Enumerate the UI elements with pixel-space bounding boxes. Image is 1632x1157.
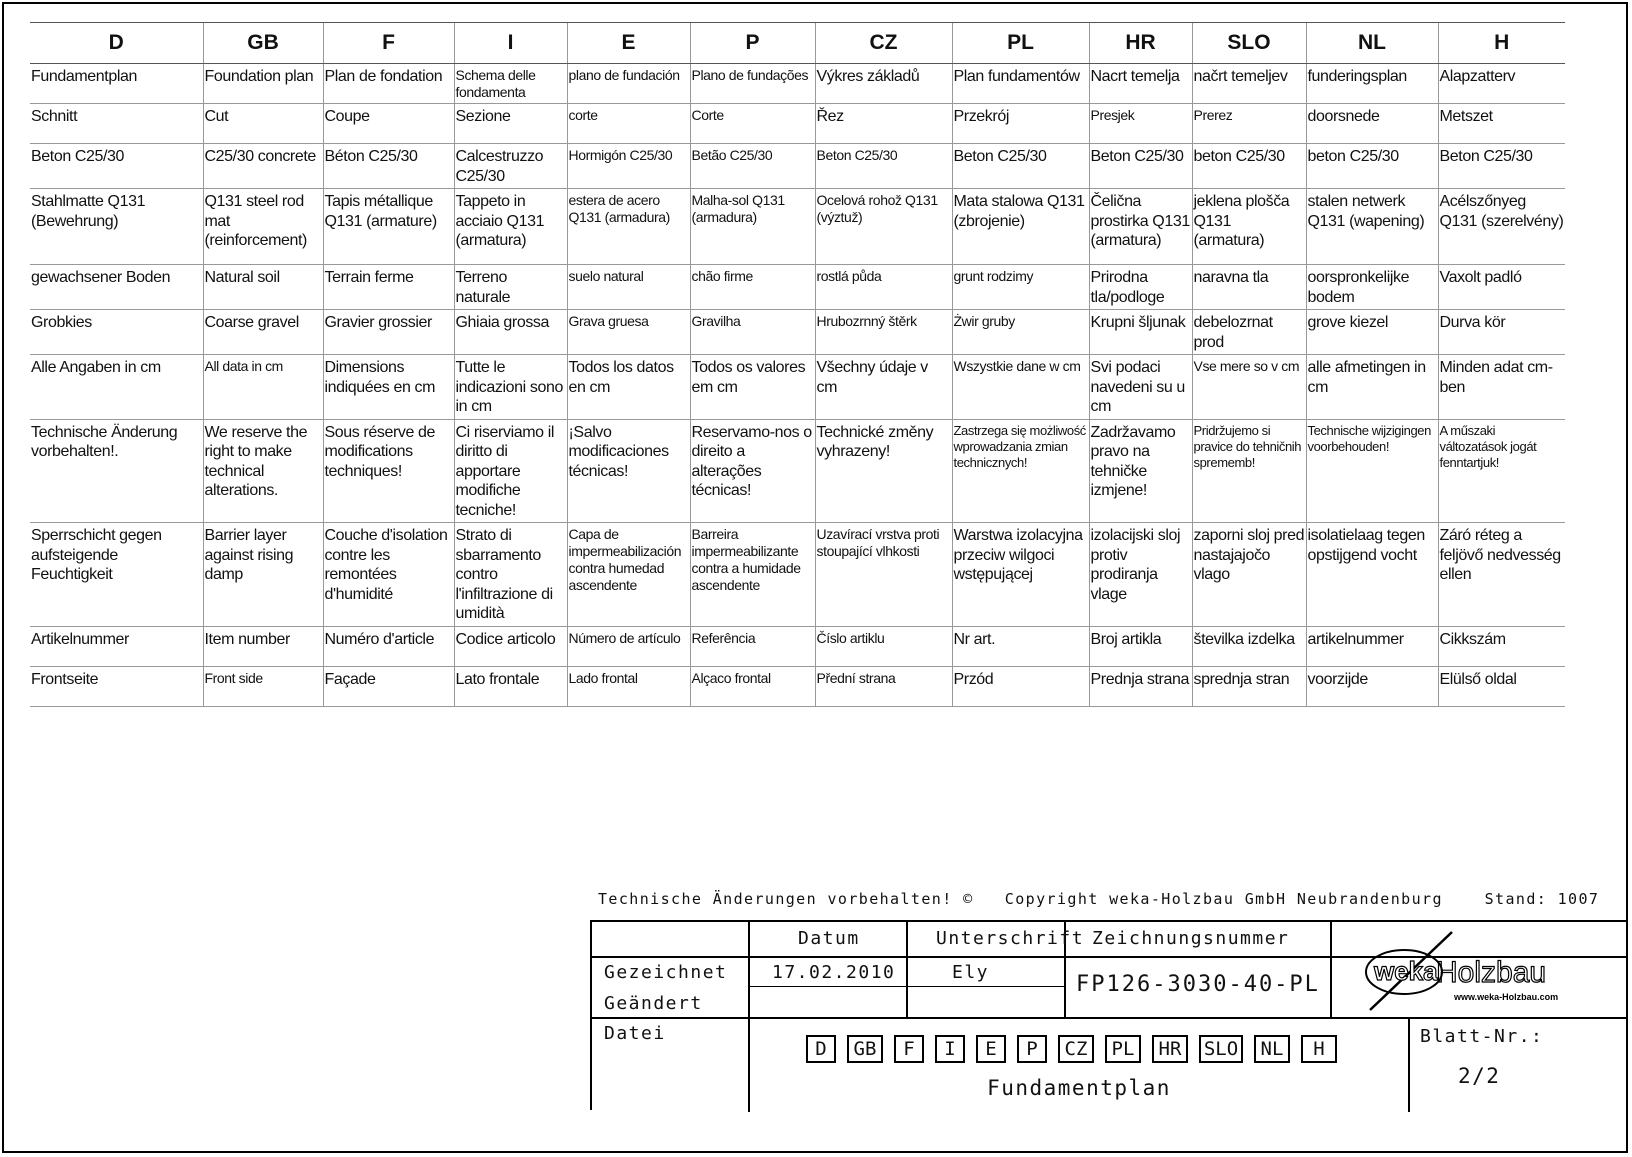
- table-row: [30, 144, 1565, 189]
- svg-text:weka: weka: [1374, 956, 1438, 986]
- table-cell: Plan de fondation: [323, 64, 454, 104]
- table-cell: Sperrschicht gegen aufsteigende Feuchtigkeit: [30, 523, 203, 627]
- table-cell: Prednja strana: [1089, 666, 1192, 706]
- table-cell: izolacijski sloj protiv prodiranja vlage: [1089, 523, 1192, 627]
- table-cell: Presjek: [1089, 104, 1192, 144]
- table-cell: Technische Änderung vorbehalten!.: [30, 419, 203, 523]
- table-cell: All data in cm: [203, 355, 323, 420]
- table-cell: Beton C25/30: [952, 144, 1089, 189]
- table-cell: Minden adat cm-ben: [1438, 355, 1565, 420]
- table-cell: Frontseite: [30, 666, 203, 706]
- table-cell: Façade: [323, 666, 454, 706]
- table-row: [30, 64, 1565, 104]
- language-box: NL: [1254, 1035, 1290, 1063]
- table-cell: Všechny údaje v cm: [815, 355, 952, 420]
- table-cell: Żwir gruby: [952, 310, 1089, 355]
- table-cell: Todos los datos en cm: [567, 355, 690, 420]
- table-cell: Svi podaci navedeni su u cm: [1089, 355, 1192, 420]
- column-header: CZ: [815, 23, 952, 64]
- table-cell: Schema delle fondamenta: [454, 64, 567, 104]
- table-cell: Couche d'isolation contre les remontées d'humidité: [323, 523, 454, 627]
- column-header: I: [454, 23, 567, 64]
- table-cell: Terreno naturale: [454, 265, 567, 310]
- column-header: NL: [1306, 23, 1438, 64]
- table-cell: Nacrt temelja: [1089, 64, 1192, 104]
- table-cell: Alle Angaben in cm: [30, 355, 203, 420]
- table-cell: Foundation plan: [203, 64, 323, 104]
- table-cell: Vaxolt padló: [1438, 265, 1565, 310]
- table-cell: isolatielaag tegen opstijgend vocht: [1306, 523, 1438, 627]
- table-cell: Wszystkie dane w cm: [952, 355, 1089, 420]
- table-cell: funderingsplan: [1306, 64, 1438, 104]
- table-row: [30, 626, 1565, 666]
- table-cell: Ci riserviamo il diritto di apportare modifiche tecniche!: [454, 419, 567, 523]
- language-box: F: [894, 1035, 924, 1063]
- table-cell: rostlá půda: [815, 265, 952, 310]
- column-header: P: [690, 23, 815, 64]
- column-header: F: [323, 23, 454, 64]
- table-cell: Beton C25/30: [30, 144, 203, 189]
- table-cell: Schnitt: [30, 104, 203, 144]
- table-cell: ¡Salvo modificaciones técnicas!: [567, 419, 690, 523]
- table-cell: Przód: [952, 666, 1089, 706]
- table-cell: Betão C25/30: [690, 144, 815, 189]
- table-cell: Grobkies: [30, 310, 203, 355]
- row-gezeichnet: Gezeichnet: [604, 962, 728, 983]
- table-row: [30, 265, 1565, 310]
- table-row: [30, 189, 1565, 265]
- table-cell: Terrain ferme: [323, 265, 454, 310]
- table-cell: Tappeto in acciaio Q131 (armatura): [454, 189, 567, 265]
- table-cell: Alapzatterv: [1438, 64, 1565, 104]
- table-cell: alle afmetingen in cm: [1306, 355, 1438, 420]
- table-cell: Artikelnummer: [30, 626, 203, 666]
- table-cell: Capa de impermeabilización contra humedad ascendente: [567, 523, 690, 627]
- column-header: GB: [203, 23, 323, 64]
- language-box: I: [935, 1035, 965, 1063]
- drawing-number: FP126-3030-40-PL: [1076, 972, 1320, 997]
- table-cell: Q131 steel rod mat (reinforcement): [203, 189, 323, 265]
- table-cell: Číslo artiklu: [815, 626, 952, 666]
- language-box: E: [976, 1035, 1006, 1063]
- table-cell: Gravilha: [690, 310, 815, 355]
- document-title: Fundamentplan: [987, 1076, 1171, 1100]
- col-unterschrift: Unterschrift: [936, 928, 1085, 949]
- weka-holzbau-logo: [1362, 928, 1559, 1014]
- table-cell: Řez: [815, 104, 952, 144]
- svg-text:www.weka-Holzbau.com: www.weka-Holzbau.com: [1454, 992, 1559, 1002]
- table-row: [30, 355, 1565, 420]
- table-cell: Zadržavamo pravo na tehničke izmjene!: [1089, 419, 1192, 523]
- table-cell: Malha-sol Q131 (armadura): [690, 189, 815, 265]
- table-cell: estera de acero Q131 (armadura): [567, 189, 690, 265]
- row-datei: Datei: [604, 1023, 666, 1044]
- table-cell: Mata stalowa Q131 (zbrojenie): [952, 189, 1089, 265]
- table-cell: suelo natural: [567, 265, 690, 310]
- table-cell: Front side: [203, 666, 323, 706]
- column-header: SLO: [1192, 23, 1306, 64]
- table-cell: načrt temeljev: [1192, 64, 1306, 104]
- table-cell: Technické změny vyhrazeny!: [815, 419, 952, 523]
- table-cell: Coarse gravel: [203, 310, 323, 355]
- table-cell: Metszet: [1438, 104, 1565, 144]
- table-cell: corte: [567, 104, 690, 144]
- column-header: HR: [1089, 23, 1192, 64]
- table-row: [30, 523, 1565, 627]
- table-cell: Tapis métallique Q131 (armature): [323, 189, 454, 265]
- table-cell: oorspronkelijke bodem: [1306, 265, 1438, 310]
- col-zeichnungsnummer: Zeichnungsnummer: [1092, 928, 1290, 949]
- table-cell: Natural soil: [203, 265, 323, 310]
- table-cell: Tutte le indicazioni sono in cm: [454, 355, 567, 420]
- table-cell: beton C25/30: [1306, 144, 1438, 189]
- table-cell: Przekrój: [952, 104, 1089, 144]
- table-cell: Reservamo-nos o direito a alterações técnicas!: [690, 419, 815, 523]
- table-cell: Strato di sbarramento contro l'infiltrazione di umidità: [454, 523, 567, 627]
- table-cell: Plan fundamentów: [952, 64, 1089, 104]
- table-cell: plano de fundación: [567, 64, 690, 104]
- table-cell: Codice articolo: [454, 626, 567, 666]
- language-box: CZ: [1058, 1035, 1094, 1063]
- table-cell: Čelična prostirka Q131 (armatura): [1089, 189, 1192, 265]
- language-box: PL: [1105, 1035, 1141, 1063]
- table-cell: naravna tla: [1192, 265, 1306, 310]
- table-cell: grove kiezel: [1306, 310, 1438, 355]
- table-row: [30, 419, 1565, 523]
- table-cell: Zastrzega się możliwość wprowadzania zmian technicznych!: [952, 419, 1089, 523]
- table-cell: Sezione: [454, 104, 567, 144]
- table-cell: We reserve the right to make technical alterations.: [203, 419, 323, 523]
- title-block: [590, 920, 1628, 1110]
- table-cell: Referência: [690, 626, 815, 666]
- table-cell: Corte: [690, 104, 815, 144]
- table-cell: Coupe: [323, 104, 454, 144]
- table-cell: Gravier grossier: [323, 310, 454, 355]
- table-cell: stalen netwerk Q131 (wapening): [1306, 189, 1438, 265]
- table-cell: Ghiaia grossa: [454, 310, 567, 355]
- gezeichnet-signature: Ely: [952, 962, 990, 983]
- table-cell: C25/30 concrete: [203, 144, 323, 189]
- table-cell: A műszaki változatások jogát fenntartjuk!: [1438, 419, 1565, 523]
- table-cell: Cikkszám: [1438, 626, 1565, 666]
- table-cell: Plano de fundações: [690, 64, 815, 104]
- table-cell: beton C25/30: [1192, 144, 1306, 189]
- table-row: [30, 104, 1565, 144]
- table-cell: Technische wijzigingen voorbehouden!: [1306, 419, 1438, 523]
- table-cell: artikelnummer: [1306, 626, 1438, 666]
- table-cell: Uzavírací vrstva proti stoupající vlhkosti: [815, 523, 952, 627]
- table-cell: Todos os valores em cm: [690, 355, 815, 420]
- table-cell: jeklena plošča Q131 (armatura): [1192, 189, 1306, 265]
- language-box: D: [806, 1035, 836, 1063]
- table-cell: Přední strana: [815, 666, 952, 706]
- table-cell: Lado frontal: [567, 666, 690, 706]
- table-cell: Barrier layer against rising damp: [203, 523, 323, 627]
- language-box: GB: [847, 1035, 883, 1063]
- table-row: [30, 310, 1565, 355]
- copyright-note: Technische Änderungen vorbehalten! © Copyright weka-Holzbau GmbH Neubrandenburg Stand: 1007: [598, 890, 1600, 908]
- table-cell: Hrubozrnný štěrk: [815, 310, 952, 355]
- blatt-label: Blatt-Nr.:: [1420, 1026, 1544, 1047]
- table-cell: Numéro d'article: [323, 626, 454, 666]
- table-cell: Vse mere so v cm: [1192, 355, 1306, 420]
- table-cell: Stahlmatte Q131 (Bewehrung): [30, 189, 203, 265]
- table-cell: chão firme: [690, 265, 815, 310]
- table-cell: gewachsener Boden: [30, 265, 203, 310]
- table-cell: Item number: [203, 626, 323, 666]
- table-cell: doorsnede: [1306, 104, 1438, 144]
- table-cell: Beton C25/30: [1089, 144, 1192, 189]
- translation-table: [30, 22, 1565, 707]
- table-cell: voorzijde: [1306, 666, 1438, 706]
- table-cell: debelozrnat prod: [1192, 310, 1306, 355]
- table-cell: Warstwa izolacyjna przeciw wilgoci wstępującej: [952, 523, 1089, 627]
- table-cell: Alçaco frontal: [690, 666, 815, 706]
- table-cell: Número de artículo: [567, 626, 690, 666]
- table-cell: Broj artikla: [1089, 626, 1192, 666]
- table-cell: Cut: [203, 104, 323, 144]
- column-header: PL: [952, 23, 1089, 64]
- table-cell: Hormigón C25/30: [567, 144, 690, 189]
- language-box: SLO: [1199, 1035, 1243, 1063]
- table-cell: zaporni sloj pred nastajajočo vlago: [1192, 523, 1306, 627]
- col-datum: Datum: [798, 928, 860, 949]
- table-cell: Durva kör: [1438, 310, 1565, 355]
- table-cell: Grava gruesa: [567, 310, 690, 355]
- table-cell: Sous réserve de modifications techniques!: [323, 419, 454, 523]
- table-cell: Dimensions indiquées en cm: [323, 355, 454, 420]
- language-box: HR: [1152, 1035, 1188, 1063]
- table-cell: Krupni šljunak: [1089, 310, 1192, 355]
- table-cell: Pridržujemo si pravice do tehničnih sprememb!: [1192, 419, 1306, 523]
- table-cell: Beton C25/30: [1438, 144, 1565, 189]
- gezeichnet-date: 17.02.2010: [772, 962, 896, 983]
- table-cell: Prirodna tla/podloge: [1089, 265, 1192, 310]
- table-row: [30, 666, 1565, 706]
- table-cell: Ocelová rohož Q131 (výztuž): [815, 189, 952, 265]
- language-box: H: [1301, 1035, 1337, 1063]
- table-cell: sprednja stran: [1192, 666, 1306, 706]
- table-cell: grunt rodzimy: [952, 265, 1089, 310]
- table-cell: Nr art.: [952, 626, 1089, 666]
- table-cell: Calcestruzzo C25/30: [454, 144, 567, 189]
- table-cell: Fundamentplan: [30, 64, 203, 104]
- table-cell: Béton C25/30: [323, 144, 454, 189]
- table-cell: Prerez: [1192, 104, 1306, 144]
- column-header: E: [567, 23, 690, 64]
- blatt-number: 2/2: [1458, 1064, 1501, 1088]
- table-cell: Záró réteg a feljövő nedvesség ellen: [1438, 523, 1565, 627]
- row-geaendert: Geändert: [604, 993, 703, 1014]
- table-cell: Výkres základů: [815, 64, 952, 104]
- table-cell: Barreira impermeabilizante contra a humidade ascendente: [690, 523, 815, 627]
- table-cell: številka izdelka: [1192, 626, 1306, 666]
- table-header-row: [30, 23, 1565, 64]
- table-cell: Lato frontale: [454, 666, 567, 706]
- table-cell: Beton C25/30: [815, 144, 952, 189]
- table-cell: Acélszőnyeg Q131 (szerelvény): [1438, 189, 1565, 265]
- column-header: D: [30, 23, 203, 64]
- svg-text:Holzbau: Holzbau: [1436, 956, 1547, 989]
- table-cell: Elülső oldal: [1438, 666, 1565, 706]
- language-box: P: [1017, 1035, 1047, 1063]
- column-header: H: [1438, 23, 1565, 64]
